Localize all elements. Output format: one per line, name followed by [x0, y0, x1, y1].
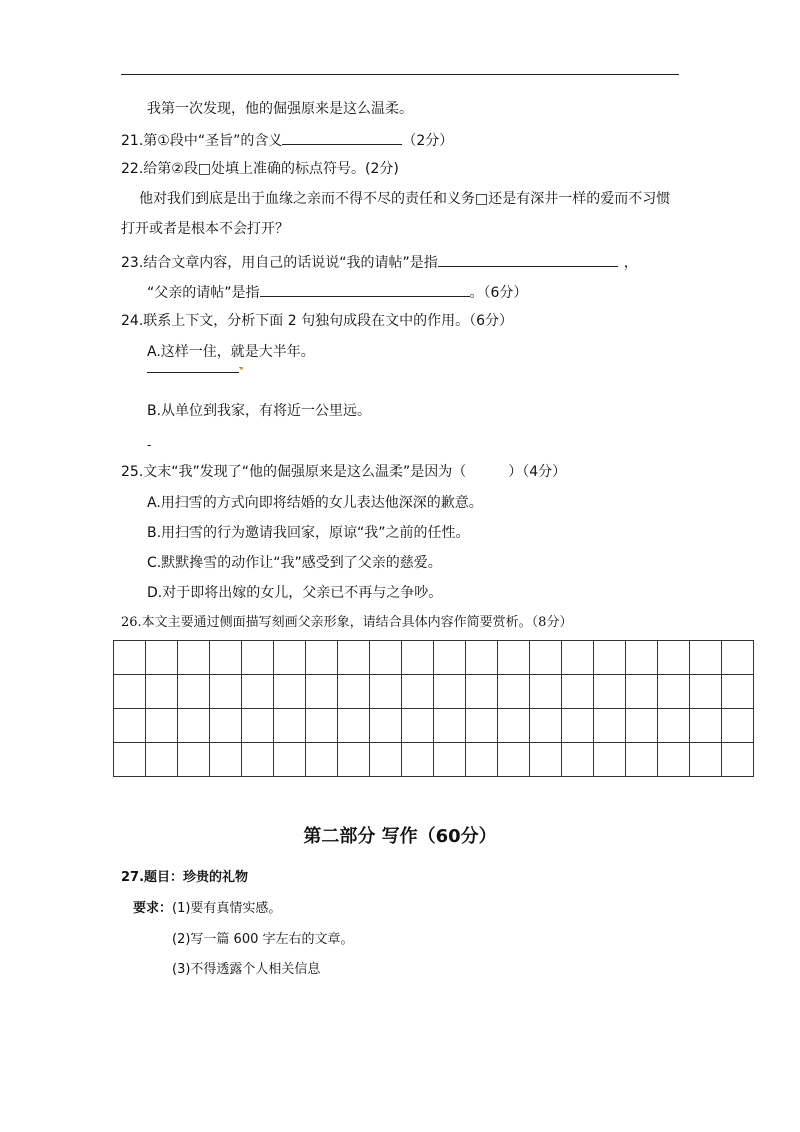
question-22-passage-a: 他对我们到底是出于血缘之亲而不得不尽的责任和义务□还是有深井一样的爱而不习惯 [139, 191, 671, 207]
question-23-b-end: 。（6分） [469, 285, 528, 301]
answer-blank-24a-line[interactable] [147, 358, 239, 378]
answer-grid-cell[interactable] [562, 641, 594, 675]
ink-dot [240, 367, 243, 370]
top-rule [121, 74, 679, 75]
answer-grid-cell[interactable] [690, 675, 722, 709]
answer-grid-cell[interactable] [306, 675, 338, 709]
answer-grid-cell[interactable] [690, 709, 722, 743]
requirements-label: 要求： [133, 901, 173, 916]
answer-grid-cell[interactable] [274, 641, 306, 675]
answer-grid-cell[interactable] [402, 743, 434, 777]
answer-grid-cell[interactable] [626, 675, 658, 709]
requirement-2: (2)写一篇 600 字左右的文章。 [172, 932, 354, 947]
option-25-c: C.默默搀雪的动作让“我”感受到了父亲的慈爱。 [147, 555, 442, 571]
question-24-b: B.从单位到我家，有将近一公里远。 [147, 403, 372, 419]
answer-grid-cell[interactable] [178, 675, 210, 709]
answer-grid-cell[interactable] [626, 743, 658, 777]
answer-grid-cell[interactable] [722, 709, 754, 743]
answer-grid-cell[interactable] [722, 641, 754, 675]
answer-blank-21[interactable] [282, 130, 402, 145]
answer-grid-cell[interactable] [114, 743, 146, 777]
answer-grid-cell[interactable] [530, 709, 562, 743]
question-21-text: 21.第①段中“圣旨”的含义 [121, 133, 283, 149]
answer-grid-cell[interactable] [370, 743, 402, 777]
question-23-b [147, 282, 527, 302]
question-27 [121, 869, 248, 887]
answer-grid-cell[interactable] [402, 675, 434, 709]
answer-grid-cell[interactable] [466, 675, 498, 709]
answer-grid-cell[interactable] [338, 709, 370, 743]
answer-grid-cell[interactable] [370, 709, 402, 743]
answer-grid-cell[interactable] [146, 709, 178, 743]
answer-grid-cell[interactable] [274, 709, 306, 743]
answer-grid-cell[interactable] [146, 743, 178, 777]
answer-grid-cell[interactable] [434, 709, 466, 743]
answer-grid-cell[interactable] [466, 709, 498, 743]
option-25-d: D.对于即将出嫁的女儿，父亲已不再与之争吵。 [147, 585, 443, 601]
answer-grid-cell[interactable] [434, 641, 466, 675]
answer-grid-cell[interactable] [178, 641, 210, 675]
requirement-1 [133, 900, 281, 918]
answer-grid-cell[interactable] [562, 709, 594, 743]
answer-grid-cell[interactable] [274, 743, 306, 777]
question-27-title: 珍贵的礼物 [183, 870, 249, 885]
answer-grid-cell[interactable] [338, 675, 370, 709]
answer-grid-cell[interactable] [466, 743, 498, 777]
answer-grid-cell[interactable] [210, 641, 242, 675]
answer-grid-cell[interactable] [178, 743, 210, 777]
answer-grid-cell[interactable] [626, 709, 658, 743]
answer-grid-cell[interactable] [498, 743, 530, 777]
answer-grid-cell[interactable] [210, 743, 242, 777]
text-line-1: 我第一次发现，他的倔强原来是这么温柔。 [147, 101, 413, 117]
answer-grid-cell[interactable] [370, 641, 402, 675]
answer-grid-cell[interactable] [690, 641, 722, 675]
answer-grid-cell[interactable] [146, 675, 178, 709]
answer-grid-cell[interactable] [498, 709, 530, 743]
answer-grid-cell[interactable] [114, 675, 146, 709]
answer-grid-cell[interactable] [434, 675, 466, 709]
question-26: 26.本文主要通过侧面描写刻画父亲形象，请结合具体内容作简要赏析。（8分） [121, 615, 573, 630]
answer-grid-cell[interactable] [626, 641, 658, 675]
answer-grid-cell[interactable] [178, 709, 210, 743]
question-21-score: （2分） [402, 133, 454, 149]
answer-grid-cell[interactable] [722, 675, 754, 709]
answer-grid-cell[interactable] [114, 709, 146, 743]
answer-grid-cell[interactable] [338, 743, 370, 777]
answer-blank-23b[interactable] [260, 282, 470, 297]
answer-grid-cell[interactable] [114, 641, 146, 675]
answer-grid-cell[interactable] [530, 641, 562, 675]
question-24-a: A.这样一住，就是大半年。 [147, 344, 315, 360]
question-22: 22.给第②段□处填上准确的标点符号。(2分) [121, 161, 399, 177]
answer-grid-cell[interactable] [466, 641, 498, 675]
answer-grid-cell[interactable] [498, 641, 530, 675]
requirement-1-text: (1)要有真情实感。 [172, 901, 282, 916]
question-21 [121, 130, 453, 150]
answer-grid-cell[interactable] [722, 743, 754, 777]
question-27-label: 27.题目： [121, 870, 184, 885]
question-23-a-end: ， [623, 255, 638, 271]
answer-grid-cell[interactable] [594, 709, 626, 743]
dash-mark-2: - [147, 438, 152, 452]
answer-grid-cell[interactable] [434, 743, 466, 777]
answer-grid-cell[interactable] [658, 675, 690, 709]
answer-grid-cell[interactable] [306, 641, 338, 675]
answer-grid-cell[interactable] [242, 675, 274, 709]
question-24: 24.联系上下文，分析下面 2 句独句成段在文中的作用。（6分） [121, 313, 513, 329]
answer-grid-cell[interactable] [530, 675, 562, 709]
answer-grid-cell[interactable] [562, 743, 594, 777]
answer-grid-cell[interactable] [658, 743, 690, 777]
answer-grid[interactable] [113, 640, 754, 777]
answer-grid-cell[interactable] [658, 641, 690, 675]
answer-grid-cell[interactable] [594, 641, 626, 675]
answer-blank-23a[interactable] [438, 252, 618, 267]
answer-grid-cell[interactable] [210, 675, 242, 709]
answer-grid-cell[interactable] [562, 675, 594, 709]
answer-grid-cell[interactable] [594, 675, 626, 709]
option-25-a: A.用扫雪的方式向即将结婚的女儿表达他深深的歉意。 [147, 495, 483, 511]
answer-grid-cell[interactable] [242, 641, 274, 675]
answer-grid-cell[interactable] [306, 743, 338, 777]
answer-grid-cell[interactable] [402, 709, 434, 743]
question-23-b-text: “父亲的请帖”是指 [147, 285, 260, 301]
option-25-b: B.用扫雪的行为邀请我回家，原谅“我”之前的任性。 [147, 525, 470, 541]
answer-grid-cell[interactable] [242, 709, 274, 743]
answer-grid-cell[interactable] [594, 743, 626, 777]
answer-grid-cell[interactable] [306, 709, 338, 743]
answer-grid-cell[interactable] [274, 675, 306, 709]
question-23-a [121, 252, 638, 272]
answer-grid-cell[interactable] [370, 675, 402, 709]
answer-grid-cell[interactable] [242, 743, 274, 777]
question-25: 25.文末“我”发现了“他的倔强原来是这么温柔”是因为（ ）（4分） [121, 464, 567, 480]
answer-grid-cell[interactable] [210, 709, 242, 743]
answer-grid-cell[interactable] [338, 641, 370, 675]
requirement-3: (3)不得透露个人相关信息 [172, 962, 321, 977]
answer-grid-cell[interactable] [658, 709, 690, 743]
answer-grid-cell[interactable] [146, 641, 178, 675]
answer-grid-cell[interactable] [690, 743, 722, 777]
answer-grid-cell[interactable] [498, 675, 530, 709]
answer-blank-24a[interactable] [147, 358, 239, 373]
answer-grid-row [114, 709, 754, 743]
section-2-title: 第二部分 写作（60分） [303, 826, 497, 847]
question-23-a-text: 23.结合文章内容，用自己的话说说“我的请帖”是指 [121, 255, 438, 271]
answer-grid-row [114, 743, 754, 777]
answer-grid-cell[interactable] [530, 743, 562, 777]
question-22-passage-b: 打开或者是根本不会打开？ [121, 221, 289, 237]
answer-grid-row [114, 641, 754, 675]
answer-grid-cell[interactable] [402, 641, 434, 675]
answer-grid-row [114, 675, 754, 709]
